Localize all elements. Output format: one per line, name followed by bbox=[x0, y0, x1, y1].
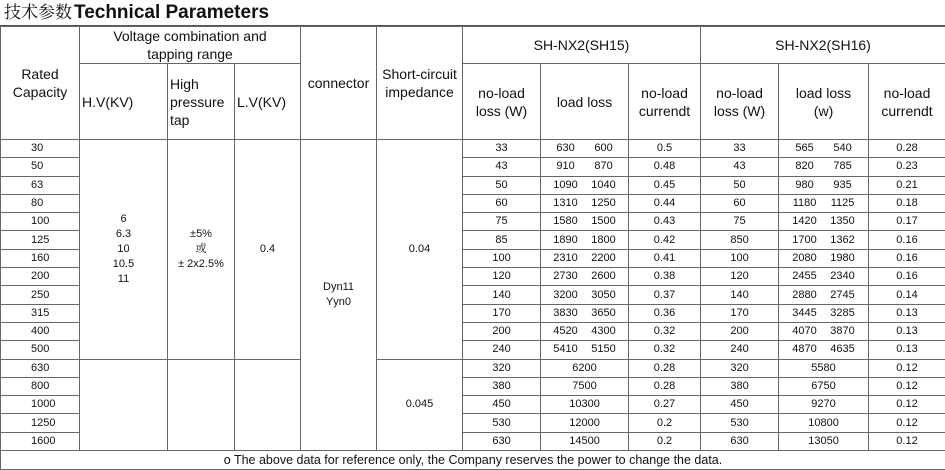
sh16-load-loss-b: 2340 bbox=[824, 268, 862, 285]
sh15-noload-current-cell: 0.2 bbox=[629, 432, 701, 450]
rated-capacity-cell: 1000 bbox=[1, 396, 80, 414]
sh16-load-loss-cell bbox=[779, 414, 869, 432]
rated-capacity-cell: 63 bbox=[1, 176, 80, 194]
sh15-load-loss-b: 4300 bbox=[585, 323, 623, 340]
sh15-load-loss-cell bbox=[541, 377, 629, 395]
hv-value: 10 bbox=[80, 242, 167, 257]
rated-capacity-cell: 1600 bbox=[1, 432, 80, 450]
header-sh16-noload-current: no-load currendt bbox=[869, 64, 945, 140]
sh16-load-loss-cell bbox=[779, 286, 869, 304]
header-high-pressure-tap: High pressure tap bbox=[168, 64, 235, 140]
sh16-load-loss-cell bbox=[779, 213, 869, 231]
sh15-noload-loss-cell: 43 bbox=[463, 158, 541, 176]
sh16-noload-current-cell: 0.18 bbox=[869, 194, 945, 212]
sh15-noload-loss-cell: 240 bbox=[463, 341, 541, 359]
sh15-noload-current-cell: 0.38 bbox=[629, 268, 701, 286]
sh16-noload-loss-cell: 240 bbox=[701, 341, 779, 359]
tap-value: ±5% bbox=[168, 227, 234, 242]
sh16-load-loss-a: 4070 bbox=[786, 323, 824, 340]
header-lv: L.V(KV) bbox=[235, 64, 301, 140]
sh15-load-loss-b: 2600 bbox=[585, 268, 623, 285]
sh15-load-loss-b: 1500 bbox=[585, 213, 623, 230]
sh16-load-loss-a: 980 bbox=[786, 177, 824, 194]
connector-value: Yyn0 bbox=[301, 295, 376, 310]
rated-capacity-cell: 630 bbox=[1, 359, 80, 377]
sh16-load-loss-a: 4870 bbox=[786, 341, 824, 358]
footer-note: o The above data for reference only, the Company reserves the power to change the data. bbox=[1, 451, 945, 470]
hv-value: 6 bbox=[80, 212, 167, 227]
sh15-noload-loss-cell: 380 bbox=[463, 377, 541, 395]
sh15-load-loss-a: 630 bbox=[547, 140, 585, 157]
sh16-noload-loss-cell: 43 bbox=[701, 158, 779, 176]
sh16-noload-current-cell: 0.13 bbox=[869, 322, 945, 340]
hv-values-cell-empty bbox=[80, 359, 168, 450]
tap-value: 或 bbox=[168, 242, 234, 257]
sh15-load-loss-cell bbox=[541, 322, 629, 340]
rated-capacity-cell: 800 bbox=[1, 377, 80, 395]
sh15-noload-current-cell: 0.41 bbox=[629, 249, 701, 267]
hv-values-cell bbox=[80, 140, 168, 360]
sh15-load-loss-cell bbox=[541, 359, 629, 377]
page-title bbox=[0, 0, 945, 26]
sh16-load-loss-a: 3445 bbox=[786, 305, 824, 322]
sh15-load-loss-a: 3200 bbox=[547, 287, 585, 304]
sh16-noload-loss-cell: 140 bbox=[701, 286, 779, 304]
sh16-load-loss-b: 3870 bbox=[824, 323, 862, 340]
sh16-noload-current-cell: 0.14 bbox=[869, 286, 945, 304]
rated-capacity-cell: 30 bbox=[1, 140, 80, 158]
sh15-noload-current-cell: 0.36 bbox=[629, 304, 701, 322]
sh15-load-loss-a: 1580 bbox=[547, 213, 585, 230]
sh15-load-loss-a: 14500 bbox=[569, 435, 600, 447]
sh16-noload-loss-cell: 200 bbox=[701, 322, 779, 340]
sh15-noload-loss-cell: 75 bbox=[463, 213, 541, 231]
hv-value: 10.5 bbox=[80, 257, 167, 272]
rated-capacity-cell: 400 bbox=[1, 322, 80, 340]
sh15-noload-loss-cell: 200 bbox=[463, 322, 541, 340]
sh15-load-loss-cell bbox=[541, 158, 629, 176]
sh16-load-loss-a: 565 bbox=[786, 140, 824, 157]
sh16-noload-loss-cell: 630 bbox=[701, 432, 779, 450]
impedance-cell: 0.045 bbox=[377, 359, 463, 450]
rated-capacity-cell: 250 bbox=[1, 286, 80, 304]
sh16-noload-current-cell: 0.28 bbox=[869, 140, 945, 158]
sh15-load-loss-b: 1250 bbox=[585, 195, 623, 212]
sh15-load-loss-b: 2200 bbox=[585, 250, 623, 267]
sh16-load-loss-b: 1362 bbox=[824, 232, 862, 249]
sh15-load-loss-a: 1310 bbox=[547, 195, 585, 212]
sh15-noload-loss-cell: 85 bbox=[463, 231, 541, 249]
sh15-load-loss-cell bbox=[541, 396, 629, 414]
sh15-load-loss-a: 910 bbox=[547, 158, 585, 175]
sh16-noload-current-cell: 0.13 bbox=[869, 341, 945, 359]
sh16-load-loss-a: 2455 bbox=[786, 268, 824, 285]
header-sh15-load-loss: load loss bbox=[541, 64, 629, 140]
sh15-noload-current-cell: 0.32 bbox=[629, 341, 701, 359]
sh15-noload-loss-cell: 120 bbox=[463, 268, 541, 286]
tap-value: ± 2x2.5% bbox=[168, 257, 234, 272]
sh15-load-loss-cell bbox=[541, 140, 629, 158]
sh16-load-loss-cell bbox=[779, 359, 869, 377]
table-row bbox=[1, 359, 945, 377]
sh15-noload-loss-cell: 320 bbox=[463, 359, 541, 377]
sh16-load-loss-cell bbox=[779, 231, 869, 249]
sh16-load-loss-cell bbox=[779, 158, 869, 176]
sh16-load-loss-a: 13050 bbox=[808, 435, 839, 447]
sh16-load-loss-b: 935 bbox=[824, 177, 862, 194]
sh15-load-loss-cell bbox=[541, 341, 629, 359]
sh15-noload-current-cell: 0.32 bbox=[629, 322, 701, 340]
sh16-load-loss-cell bbox=[779, 396, 869, 414]
sh16-load-loss-b: 2745 bbox=[824, 287, 862, 304]
sh16-noload-loss-cell: 120 bbox=[701, 268, 779, 286]
sh15-noload-loss-cell: 50 bbox=[463, 176, 541, 194]
sh15-load-loss-b: 1800 bbox=[585, 232, 623, 249]
sh15-noload-current-cell: 0.43 bbox=[629, 213, 701, 231]
sh16-noload-current-cell: 0.16 bbox=[869, 231, 945, 249]
sh15-noload-current-cell: 0.44 bbox=[629, 194, 701, 212]
header-short-circuit-impedance: Short-circuit impedance bbox=[377, 27, 463, 140]
lv-value-cell-empty bbox=[235, 359, 301, 450]
sh16-load-loss-b: 1980 bbox=[824, 250, 862, 267]
sh15-noload-loss-cell: 100 bbox=[463, 249, 541, 267]
rated-capacity-cell: 160 bbox=[1, 249, 80, 267]
sh15-noload-loss-cell: 630 bbox=[463, 432, 541, 450]
sh15-noload-loss-cell: 60 bbox=[463, 194, 541, 212]
rated-capacity-cell: 315 bbox=[1, 304, 80, 322]
sh16-noload-loss-cell: 450 bbox=[701, 396, 779, 414]
sh16-load-loss-b: 540 bbox=[824, 140, 862, 157]
sh15-load-loss-a: 4520 bbox=[547, 323, 585, 340]
rated-capacity-cell: 125 bbox=[1, 231, 80, 249]
sh16-load-loss-cell bbox=[779, 268, 869, 286]
title-en: Technical Parameters bbox=[74, 2, 269, 23]
sh15-noload-loss-cell: 140 bbox=[463, 286, 541, 304]
sh15-noload-current-cell: 0.2 bbox=[629, 414, 701, 432]
sh16-noload-current-cell: 0.17 bbox=[869, 213, 945, 231]
sh15-load-loss-b: 5150 bbox=[585, 341, 623, 358]
sh16-noload-current-cell: 0.12 bbox=[869, 432, 945, 450]
sh15-load-loss-a: 2730 bbox=[547, 268, 585, 285]
sh15-noload-loss-cell: 450 bbox=[463, 396, 541, 414]
sh15-noload-loss-cell: 530 bbox=[463, 414, 541, 432]
connector-value: Dyn11 bbox=[301, 280, 376, 295]
sh15-load-loss-b: 3650 bbox=[585, 305, 623, 322]
rated-capacity-cell: 200 bbox=[1, 268, 80, 286]
sh15-load-loss-a: 1090 bbox=[547, 177, 585, 194]
sh16-noload-current-cell: 0.12 bbox=[869, 396, 945, 414]
sh16-load-loss-a: 1180 bbox=[786, 195, 824, 212]
sh16-load-loss-cell bbox=[779, 322, 869, 340]
header-rated-capacity: Rated Capacity bbox=[1, 27, 80, 140]
sh16-load-loss-cell bbox=[779, 194, 869, 212]
header-sh16-load-loss: load loss (w) bbox=[779, 64, 869, 140]
table-row bbox=[1, 140, 945, 158]
sh16-noload-loss-cell: 100 bbox=[701, 249, 779, 267]
sh16-noload-current-cell: 0.16 bbox=[869, 249, 945, 267]
sh15-load-loss-cell bbox=[541, 268, 629, 286]
sh16-noload-current-cell: 0.12 bbox=[869, 377, 945, 395]
parameters-table bbox=[0, 26, 945, 470]
sh15-load-loss-cell bbox=[541, 176, 629, 194]
header-sh15-noload-current: no-load currendt bbox=[629, 64, 701, 140]
sh15-noload-current-cell: 0.48 bbox=[629, 158, 701, 176]
sh15-noload-current-cell: 0.28 bbox=[629, 359, 701, 377]
sh15-noload-current-cell: 0.5 bbox=[629, 140, 701, 158]
sh16-load-loss-a: 10800 bbox=[808, 417, 839, 429]
header-connector: connector bbox=[301, 27, 377, 140]
rated-capacity-cell: 500 bbox=[1, 341, 80, 359]
sh15-noload-current-cell: 0.27 bbox=[629, 396, 701, 414]
lv-value-cell: 0.4 bbox=[235, 140, 301, 360]
tap-values-cell-empty bbox=[168, 359, 235, 450]
sh16-load-loss-cell bbox=[779, 341, 869, 359]
sh15-load-loss-cell bbox=[541, 213, 629, 231]
sh15-noload-loss-cell: 33 bbox=[463, 140, 541, 158]
tap-values-cell bbox=[168, 140, 235, 360]
rated-capacity-cell: 1250 bbox=[1, 414, 80, 432]
sh16-load-loss-b: 3285 bbox=[824, 305, 862, 322]
sh16-load-loss-b: 4635 bbox=[824, 341, 862, 358]
sh16-noload-current-cell: 0.23 bbox=[869, 158, 945, 176]
sh15-load-loss-b: 1040 bbox=[585, 177, 623, 194]
sh16-noload-current-cell: 0.12 bbox=[869, 359, 945, 377]
sh16-load-loss-cell bbox=[779, 304, 869, 322]
sh16-load-loss-cell bbox=[779, 377, 869, 395]
sh15-load-loss-a: 1890 bbox=[547, 232, 585, 249]
sh15-load-loss-cell bbox=[541, 414, 629, 432]
sh16-noload-loss-cell: 530 bbox=[701, 414, 779, 432]
sh15-load-loss-a: 12000 bbox=[569, 417, 600, 429]
sh15-load-loss-cell bbox=[541, 286, 629, 304]
connector-cell bbox=[301, 140, 377, 451]
sh15-load-loss-b: 600 bbox=[585, 140, 623, 157]
sh15-load-loss-cell bbox=[541, 249, 629, 267]
header-sh16-noload-loss: no-load loss (W) bbox=[701, 64, 779, 140]
sh16-load-loss-a: 6750 bbox=[811, 380, 835, 392]
sh16-noload-loss-cell: 50 bbox=[701, 176, 779, 194]
sh16-noload-current-cell: 0.12 bbox=[869, 414, 945, 432]
sh15-load-loss-a: 7500 bbox=[572, 380, 596, 392]
sh16-noload-loss-cell: 170 bbox=[701, 304, 779, 322]
sh16-noload-current-cell: 0.21 bbox=[869, 176, 945, 194]
sh15-noload-current-cell: 0.45 bbox=[629, 176, 701, 194]
header-hv: H.V(KV) bbox=[80, 64, 168, 140]
sh15-noload-current-cell: 0.37 bbox=[629, 286, 701, 304]
sh16-load-loss-a: 9270 bbox=[811, 398, 835, 410]
sh16-load-loss-cell bbox=[779, 432, 869, 450]
sh15-noload-current-cell: 0.42 bbox=[629, 231, 701, 249]
sh15-load-loss-b: 3050 bbox=[585, 287, 623, 304]
sh16-noload-loss-cell: 320 bbox=[701, 359, 779, 377]
sh15-load-loss-cell bbox=[541, 432, 629, 450]
sh15-load-loss-cell bbox=[541, 304, 629, 322]
sh15-load-loss-cell bbox=[541, 231, 629, 249]
sh16-load-loss-b: 1350 bbox=[824, 213, 862, 230]
sh16-load-loss-cell bbox=[779, 176, 869, 194]
header-sh15-noload-loss: no-load loss (W) bbox=[463, 64, 541, 140]
title-cn: 技术参数 bbox=[4, 3, 72, 23]
rated-capacity-cell: 50 bbox=[1, 158, 80, 176]
sh15-load-loss-a: 3830 bbox=[547, 305, 585, 322]
sh16-noload-loss-cell: 33 bbox=[701, 140, 779, 158]
sh16-load-loss-cell bbox=[779, 249, 869, 267]
sh15-noload-loss-cell: 170 bbox=[463, 304, 541, 322]
impedance-cell: 0.04 bbox=[377, 140, 463, 360]
sh16-noload-loss-cell: 60 bbox=[701, 194, 779, 212]
hv-value: 6.3 bbox=[80, 227, 167, 242]
sh15-load-loss-a: 5410 bbox=[547, 341, 585, 358]
sh15-load-loss-a: 2310 bbox=[547, 250, 585, 267]
rated-capacity-cell: 100 bbox=[1, 213, 80, 231]
sh16-noload-current-cell: 0.13 bbox=[869, 304, 945, 322]
header-sh15: SH-NX2(SH15) bbox=[463, 27, 701, 64]
sh15-load-loss-b: 870 bbox=[585, 158, 623, 175]
sh15-load-loss-a: 10300 bbox=[569, 398, 600, 410]
header-voltage-combination: Voltage combination and tapping range bbox=[80, 27, 301, 64]
sh15-noload-current-cell: 0.28 bbox=[629, 377, 701, 395]
sh16-load-loss-a: 1700 bbox=[786, 232, 824, 249]
sh15-load-loss-a: 6200 bbox=[572, 362, 596, 374]
sh16-noload-loss-cell: 75 bbox=[701, 213, 779, 231]
sh16-load-loss-a: 820 bbox=[786, 158, 824, 175]
sh16-load-loss-b: 1125 bbox=[824, 195, 862, 212]
sh15-load-loss-cell bbox=[541, 194, 629, 212]
rated-capacity-cell: 80 bbox=[1, 194, 80, 212]
sh16-load-loss-a: 2080 bbox=[786, 250, 824, 267]
header-sh16: SH-NX2(SH16) bbox=[701, 27, 945, 64]
sh16-load-loss-a: 5580 bbox=[811, 362, 835, 374]
sh16-load-loss-b: 785 bbox=[824, 158, 862, 175]
sh16-load-loss-a: 1420 bbox=[786, 213, 824, 230]
sh16-noload-loss-cell: 380 bbox=[701, 377, 779, 395]
hv-value: 11 bbox=[80, 272, 167, 287]
sh16-noload-loss-cell: 850 bbox=[701, 231, 779, 249]
sh16-load-loss-a: 2880 bbox=[786, 287, 824, 304]
sh16-load-loss-cell bbox=[779, 140, 869, 158]
sh16-noload-current-cell: 0.16 bbox=[869, 268, 945, 286]
